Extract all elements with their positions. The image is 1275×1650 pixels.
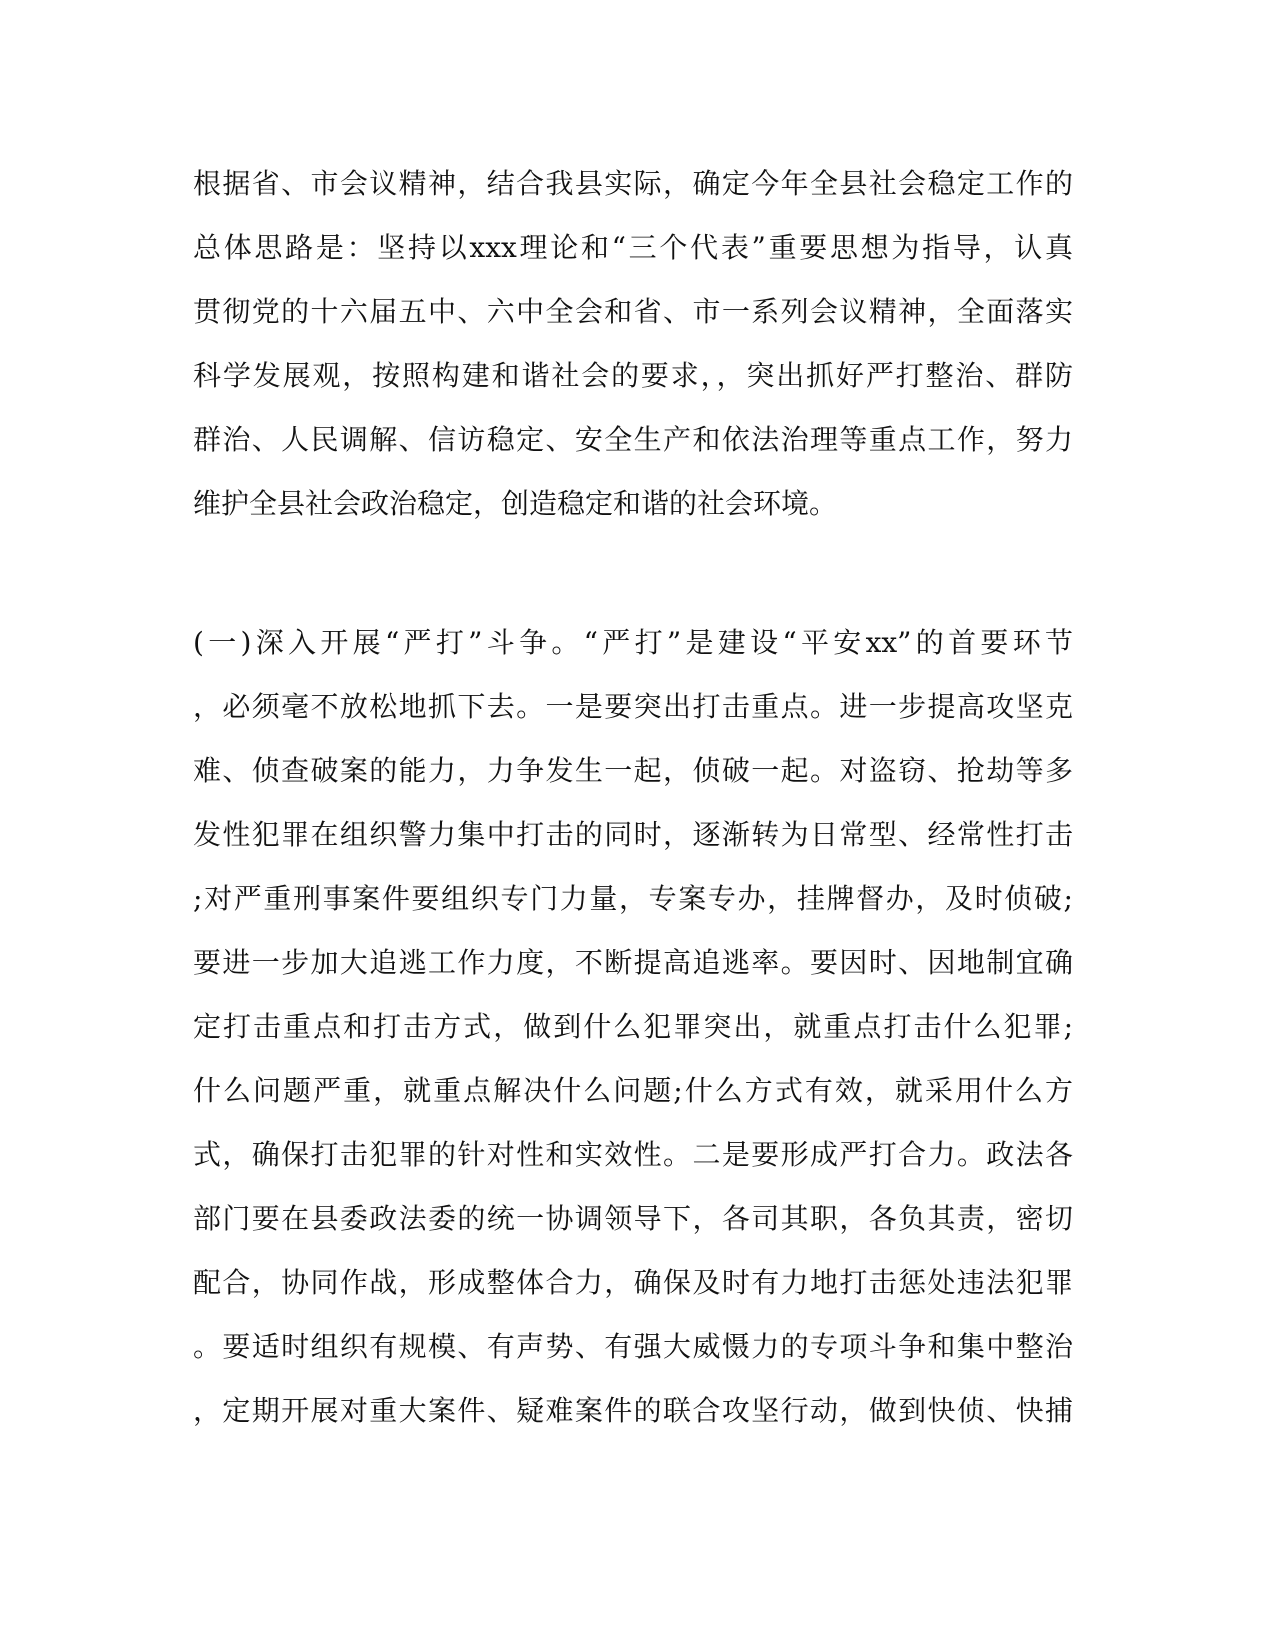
text-line: 科学发展观，按照构建和谐社会的要求，，突出抓好严打整治、群防 [193,359,1073,392]
text-line: 部门要在县委政法委的统一协调领导下，各司其职，各负其责，密切 [193,1202,1073,1235]
text-line: 发性犯罪在组织警力集中打击的同时，逐渐转为日常型、经常性打击 [193,818,1073,851]
text-line: 维护全县社会政治稳定，创造稳定和谐的社会环境。 [193,487,838,520]
text-line: 式，确保打击犯罪的针对性和实效性。二是要形成严打合力。政法各 [193,1138,1073,1171]
text-line: 群治、人民调解、信访稳定、安全生产和依法治理等重点工作，努力 [193,423,1073,456]
text-line: ，定期开展对重大案件、疑难案件的联合攻坚行动，做到快侦、快捕 [193,1394,1073,1427]
paragraph-overall-approach [193,152,1073,536]
text-line: ，必须毫不放松地抓下去。一是要突出打击重点。进一步提高攻坚克 [193,690,1073,723]
text-line: 总体思路是：坚持以xxx理论和“三个代表”重要思想为指导，认真 [193,231,1073,264]
text-line: ;对严重刑事案件要组织专门力量，专案专办，挂牌督办，及时侦破; [193,882,1073,915]
text-line: (一)深入开展“严打”斗争。“严打”是建设“平安xx”的首要环节 [193,626,1073,659]
text-line: 根据省、市会议精神，结合我县实际，确定今年全县社会稳定工作的 [193,167,1073,200]
text-line: 定打击重点和打击方式，做到什么犯罪突出，就重点打击什么犯罪; [193,1010,1073,1043]
text-line: 什么问题严重，就重点解决什么问题;什么方式有效，就采用什么方 [193,1074,1073,1107]
text-line: 配合，协同作战，形成整体合力，确保及时有力地打击惩处违法犯罪 [193,1266,1073,1299]
text-line: 要进一步加大追逃工作力度，不断提高追逃率。要因时、因地制宜确 [193,946,1073,979]
paragraph-strike-hard [193,611,1073,1443]
text-line: 贯彻党的十六届五中、六中全会和省、市一系列会议精神，全面落实 [193,295,1073,328]
text-line: 难、侦查破案的能力，力争发生一起，侦破一起。对盗窃、抢劫等多 [193,754,1073,787]
text-line: 。要适时组织有规模、有声势、有强大威慑力的专项斗争和集中整治 [193,1330,1073,1363]
